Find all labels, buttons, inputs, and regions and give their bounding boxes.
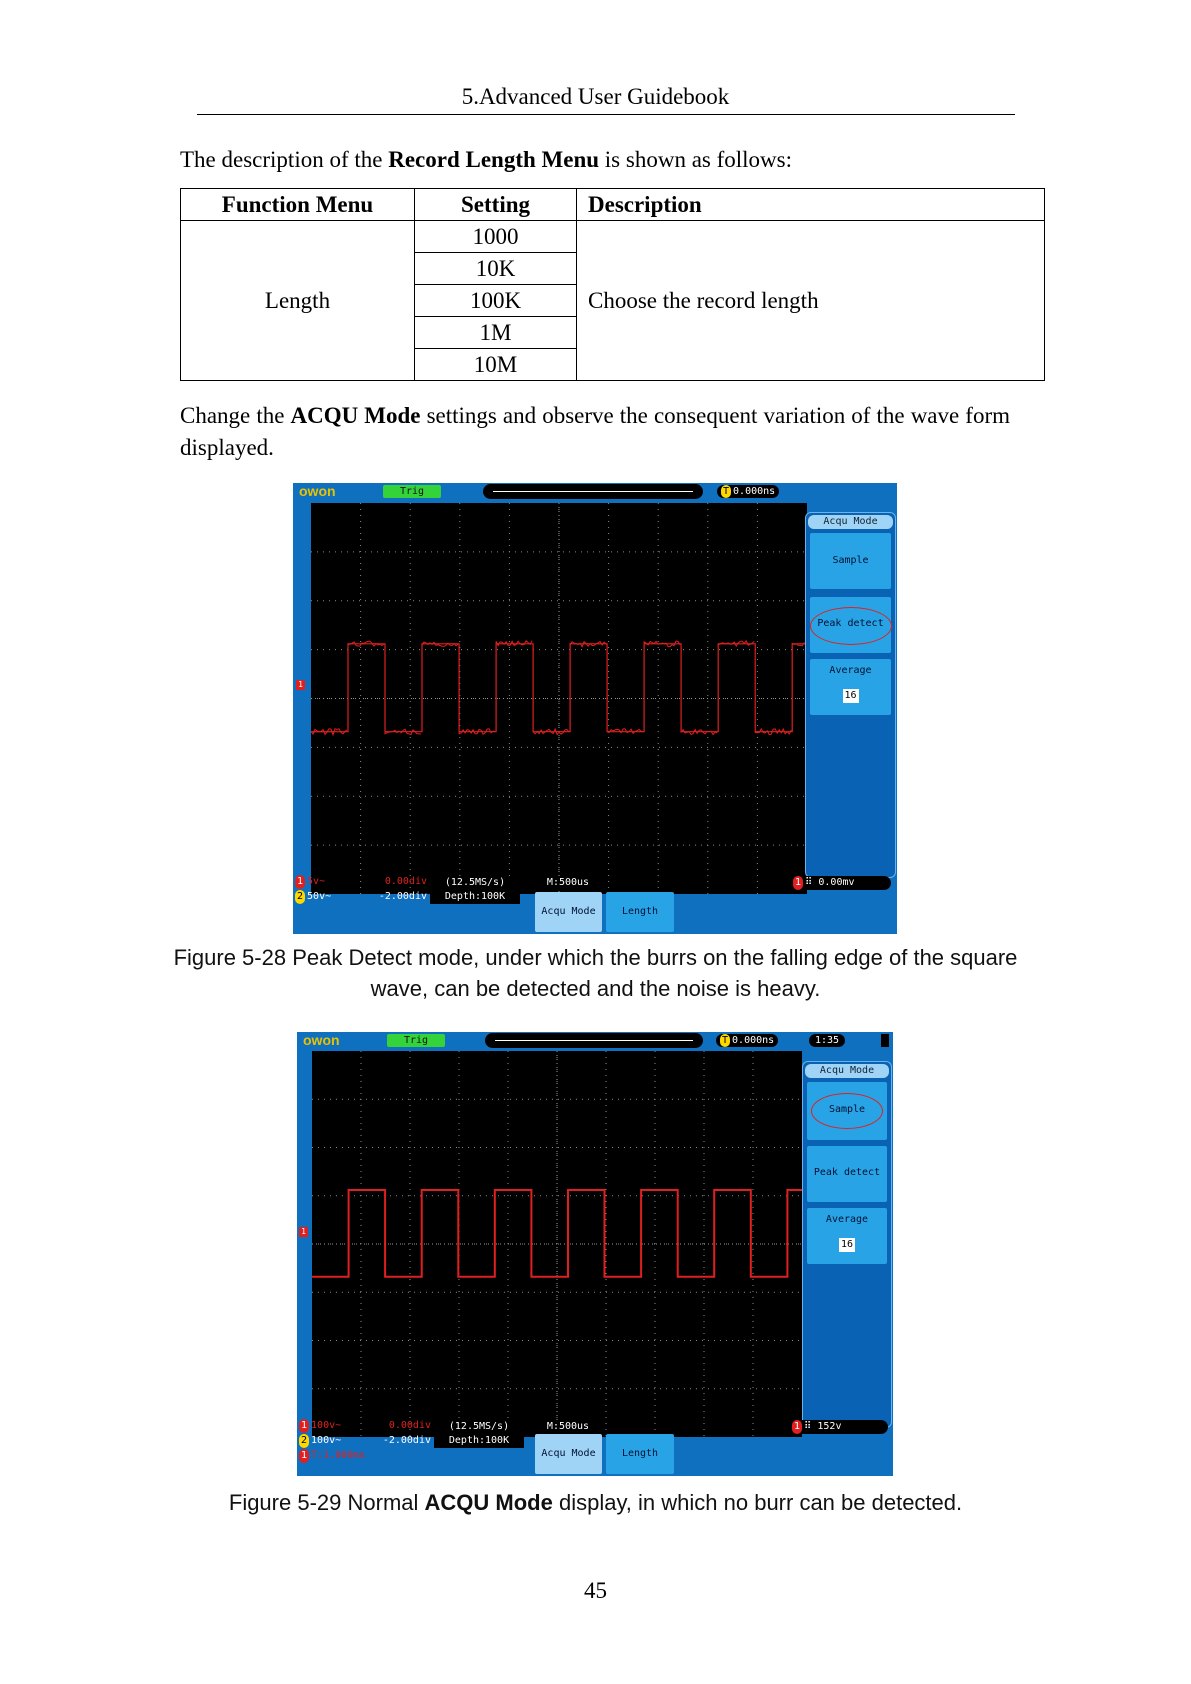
trigger-time-readout: T 0.000ns <box>716 1034 778 1047</box>
ch1-marker: 1 <box>299 1227 308 1237</box>
intro-post: is shown as follows: <box>599 147 792 172</box>
para-bold: ACQU Mode <box>290 403 421 428</box>
trigger-time-readout: T 0.000ns <box>717 485 779 498</box>
sample-rate: (12.5MS/s) <box>444 877 506 888</box>
owon-logo: owon <box>299 483 336 499</box>
menu-title: Acqu Mode <box>805 1064 889 1078</box>
scope-topbar <box>297 1032 893 1050</box>
col-header-setting: Setting <box>415 189 577 221</box>
trigger-level-readout: 1 ⠿ 0.00mv <box>793 876 891 890</box>
record-length-table <box>180 188 1045 381</box>
ch2-readout: 2 50v~ -2.00div <box>297 891 427 902</box>
body-paragraph <box>180 400 1010 464</box>
waveform-svg <box>311 503 807 894</box>
time-readout: 1 T:1.000ms <box>301 1450 366 1461</box>
owon-logo: owon <box>303 1032 340 1048</box>
trigger-position-track <box>485 1033 703 1048</box>
setting-cell: 100K <box>415 285 577 317</box>
ch1-readout: 1 5v~ 0.00div <box>297 876 427 887</box>
acq-info <box>430 876 520 904</box>
battery-icon <box>881 1034 889 1047</box>
tab-acqu-mode[interactable]: Acqu Mode <box>535 1434 602 1474</box>
setting-cell: 10K <box>415 253 577 285</box>
ch1-readout: 1 100v~ 0.00div <box>301 1420 431 1431</box>
description-cell: Choose the record length <box>577 221 1045 381</box>
setting-cell: 10M <box>415 349 577 381</box>
intro-sentence <box>180 147 792 173</box>
oscilloscope-screenshot-sample <box>297 1032 893 1476</box>
figure1-caption: Figure 5-28 Peak Detect mode, under which the burrs on the falling edge of the square wave, can be detected and the noise is heavy. <box>173 945 1018 1001</box>
average-option[interactable]: Average 16 <box>807 1208 887 1264</box>
tab-length[interactable]: Length <box>606 1434 674 1474</box>
col-header-description: Description <box>577 189 1045 221</box>
caption-pre: Figure 5-29 Normal <box>228 1490 425 1515</box>
peak-detect-option[interactable]: Peak detect <box>810 597 891 653</box>
waveform-svg <box>312 1051 802 1437</box>
timebase-readout: M:500us <box>535 1420 601 1434</box>
average-count: 16 <box>840 1239 854 1250</box>
sample-option[interactable]: Sample <box>807 1082 887 1140</box>
noise-trace <box>496 641 532 646</box>
trigger-level-readout: 1 ⠿ 152v <box>792 1420 888 1434</box>
para-post: settings and observe the consequent variation of the wave form displayed. <box>180 403 1010 460</box>
menu-title: Acqu Mode <box>808 515 893 529</box>
peak-detect-option[interactable]: Peak detect <box>807 1146 887 1202</box>
clock-readout: 1:35 <box>809 1034 845 1047</box>
acqu-mode-menu <box>802 1061 892 1428</box>
sample-rate: (12.5MS/s) <box>448 1421 510 1432</box>
record-depth: Depth:100K <box>444 891 506 902</box>
tab-length[interactable]: Length <box>606 892 674 932</box>
waveform-display <box>311 503 807 894</box>
ch2-readout: 2 100v~ -2.00div <box>301 1435 431 1446</box>
para-pre: Change the <box>180 403 291 428</box>
ch1-marker: 1 <box>296 680 305 690</box>
intro-bold: Record Length Menu <box>388 147 600 172</box>
sample-option[interactable]: Sample <box>810 533 891 589</box>
setting-cell: 1000 <box>415 221 577 253</box>
intro-pre: The description of the <box>180 147 389 172</box>
average-count: 16 <box>844 690 857 701</box>
record-depth: Depth:100K <box>448 1435 510 1446</box>
trig-status: Trig <box>383 485 441 498</box>
figure2-caption <box>160 1487 1031 1518</box>
running-header: 5.Advanced User Guidebook <box>461 84 730 109</box>
tab-acqu-mode[interactable]: Acqu Mode <box>535 892 602 932</box>
trigger-position-track <box>483 484 703 499</box>
scope-topbar <box>293 483 897 501</box>
function-cell: Length <box>181 221 415 381</box>
average-option[interactable]: Average 16 <box>810 659 891 715</box>
timebase-readout: M:500us <box>535 876 601 890</box>
col-header-function: Function Menu <box>181 189 415 221</box>
caption-post: display, in which no burr can be detected. <box>552 1490 963 1515</box>
oscilloscope-screenshot-peak <box>293 483 897 934</box>
caption-bold: ACQU Mode <box>424 1490 553 1515</box>
acqu-mode-menu <box>805 512 896 878</box>
header-rule <box>197 114 1015 115</box>
setting-cell: 1M <box>415 317 577 349</box>
page-number: 45 <box>584 1578 607 1603</box>
acq-info <box>434 1420 524 1448</box>
trig-status: Trig <box>387 1034 445 1047</box>
waveform-display <box>312 1051 802 1437</box>
